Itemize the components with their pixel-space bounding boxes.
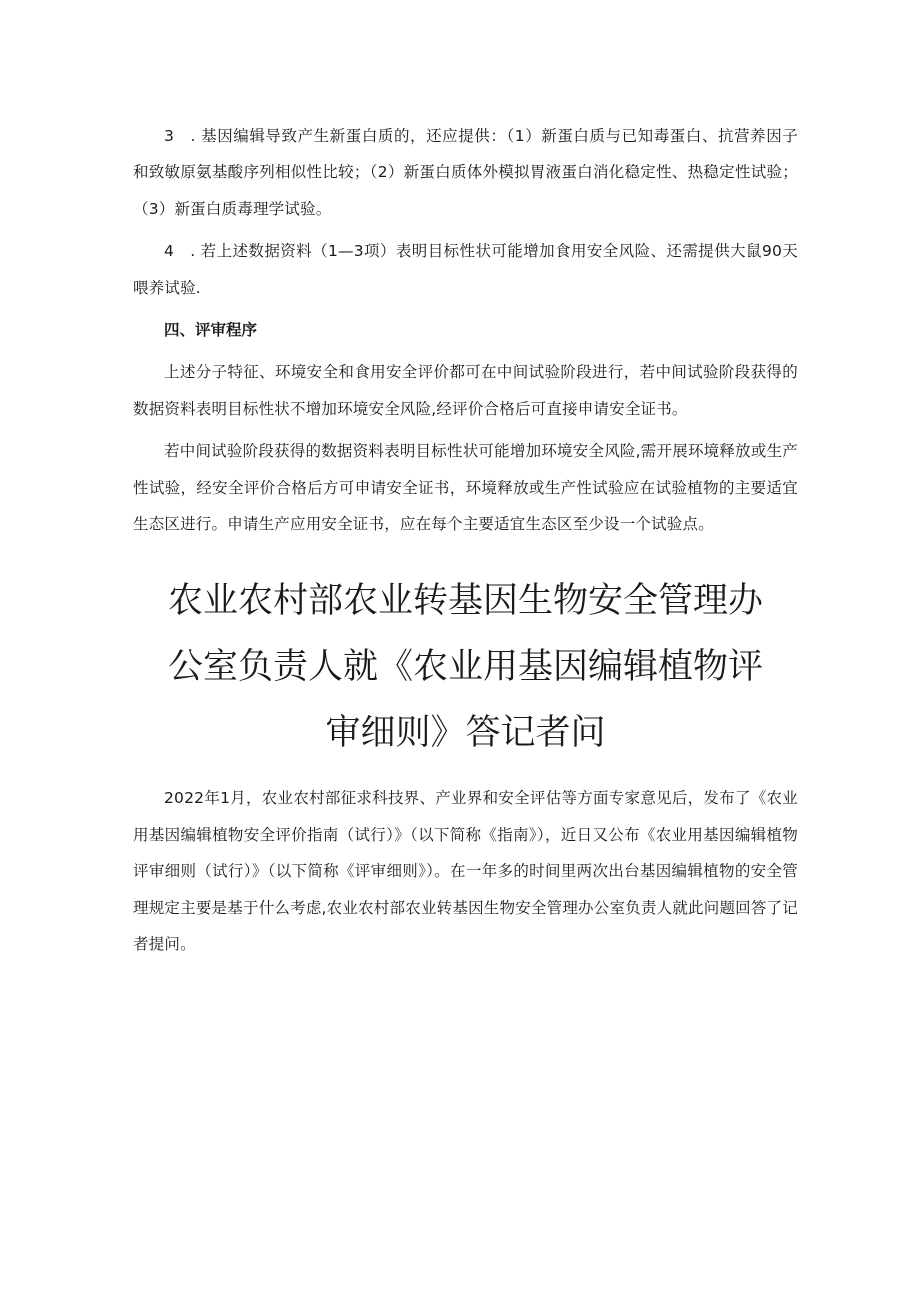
review-procedure-paragraph-2: 若中间试验阶段获得的数据资料表明目标性状可能增加环境安全风险,需开展环境释放或生产性试验，经安全评价合格后方可申请安全证书，环境释放或生产性试验应在试验植物的主要适宜生态区进行。申请生产应用安全证书，应在每个主要适宜生态区至少设一个试验点。 (133, 442, 798, 534)
article-title (133, 568, 798, 766)
article-intro-paragraph: 2022年1月，农业农村部征求科技界、产业界和安全评估等方面专家意见后，发布了《农业用基因编辑植物安全评价指南（试行）》（以下简称《指南》），近日又公布《农业用基因编辑植物评审细则（试行）》（以下简称《评审细则》）。在一年多的时间里两次出台基因编辑植物的安全管理规定主要是基于什么考虑,农业农村部农业转基因生物安全管理办公室负责人就此问题回答了记者提问。 (133, 789, 798, 954)
article-title-line-3: 审细则》答记者问 (325, 713, 606, 754)
section-heading: 四、评审程序 (164, 321, 258, 340)
list-item-3: 3 . 基因编辑导致产生新蛋白质的，还应提供：（1）新蛋白质与已知毒蛋白、抗营养因子和致敏原氨基酸序列相似性比较；（2）新蛋白质体外模拟胃液蛋白消化稳定性、热稳定性试验；（3）新蛋白质毒理学试验。 (133, 127, 798, 218)
list-item-4: 4 . 若上述数据资料（1—3项）表明目标性状可能增加食用安全风险、还需提供大鼠90天喂养试验. (133, 242, 798, 297)
review-procedure-paragraph-1: 上述分子特征、环境安全和食用安全评价都可在中间试验阶段进行，若中间试验阶段获得的数据资料表明目标性状不增加环境安全风险,经评价合格后可直接申请安全证书。 (133, 363, 798, 418)
article-title-line-1: 农业农村部农业转基因生物安全管理办 (167, 581, 763, 622)
article-title-line-2: 公室负责人就《农业用基因编辑植物评 (167, 647, 763, 688)
document-body (133, 118, 798, 963)
